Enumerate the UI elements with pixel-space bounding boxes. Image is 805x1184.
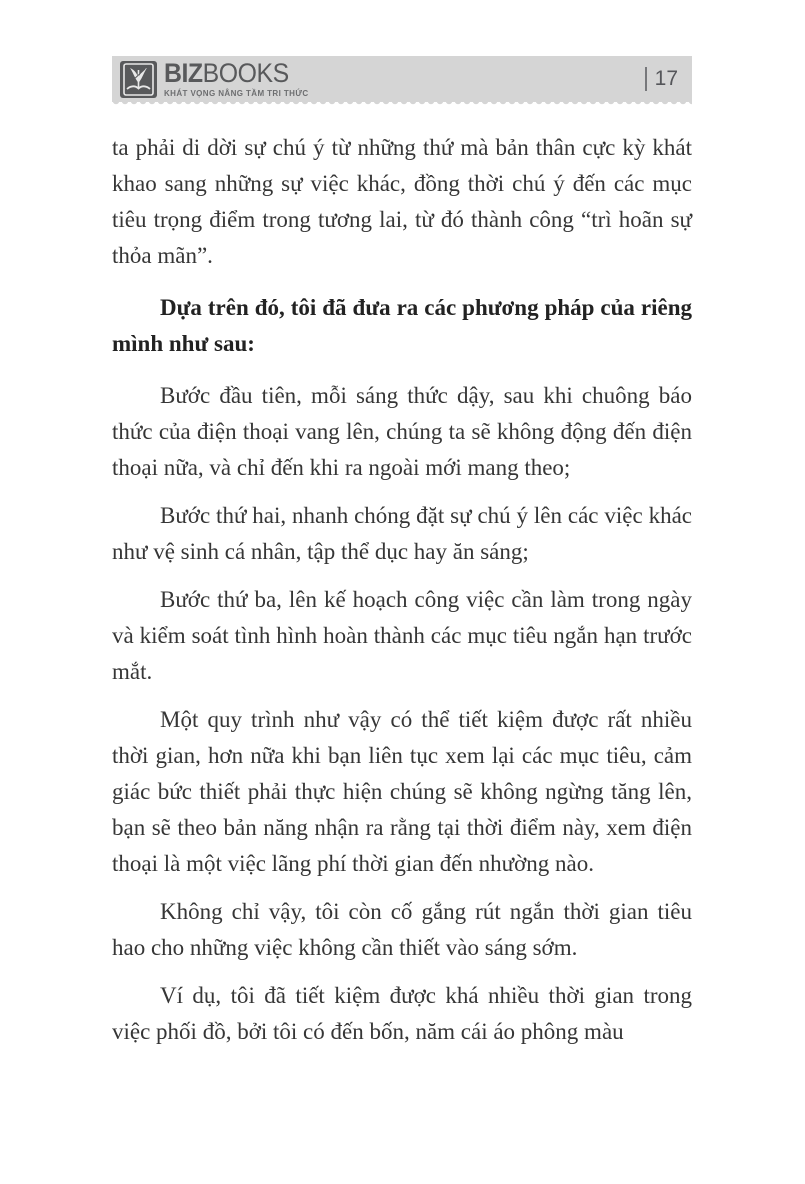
page-body-text xyxy=(112,130,692,1062)
paragraph: Một quy trình như vậy có thể tiết kiệm được rất nhiều thời gian, hơn nữa khi bạn liên tục xem lại các mục tiêu, cảm giác bức thiết phải thực hiện chúng sẽ không ngừng tăng lên, bạn sẽ theo bản năng nhận ra rằng tại thời điểm này, xem điện thoại là một việc lãng phí thời gian đến nhường nào. xyxy=(112,707,692,876)
logo-name-books: BOOKS xyxy=(202,58,289,88)
bizbooks-logo xyxy=(120,60,309,98)
paragraph: Dựa trên đó, tôi đã đưa ra các phương pháp của riêng mình như sau: xyxy=(112,295,692,356)
paragraph: ta phải di dời sự chú ý từ những thứ mà bản thân cực kỳ khát khao sang những sự việc khác, đồng thời chú ý đến các mục tiêu trọng điểm trong tương lai, từ đó thành công “trì hoãn sự thỏa mãn”. xyxy=(112,135,692,268)
paragraph: Bước thứ hai, nhanh chóng đặt sự chú ý lên các việc khác như vệ sinh cá nhân, tập thể dục hay ăn sáng; xyxy=(112,503,692,564)
bizbooks-book-emblem-icon xyxy=(120,61,157,98)
page-number-value: 17 xyxy=(654,67,678,90)
paragraph: Bước thứ ba, lên kế hoạch công việc cần làm trong ngày và kiểm soát tình hình hoàn thành các mục tiêu ngắn hạn trước mắt. xyxy=(112,587,692,684)
logo-text-block xyxy=(164,60,309,98)
logo-name xyxy=(164,60,297,87)
paragraph: Ví dụ, tôi đã tiết kiệm được khá nhiều thời gian trong việc phối đồ, bởi tôi có đến bốn, năm cái áo phông màu xyxy=(112,983,692,1044)
page-number xyxy=(645,67,678,91)
paragraph: Bước đầu tiên, mỗi sáng thức dậy, sau khi chuông báo thức của điện thoại vang lên, chúng ta sẽ không động đến điện thoại nữa, và chỉ đến khi ra ngoài mới mang theo; xyxy=(112,383,692,480)
paragraph: Không chỉ vậy, tôi còn cố gắng rút ngắn thời gian tiêu hao cho những việc không cần thiết vào sáng sớm. xyxy=(112,899,692,960)
page-header xyxy=(112,56,692,102)
logo-tagline: KHÁT VỌNG NÂNG TẦM TRI THỨC xyxy=(164,89,309,98)
page-number-divider xyxy=(645,67,647,91)
logo-name-biz: BIZ xyxy=(164,58,203,88)
